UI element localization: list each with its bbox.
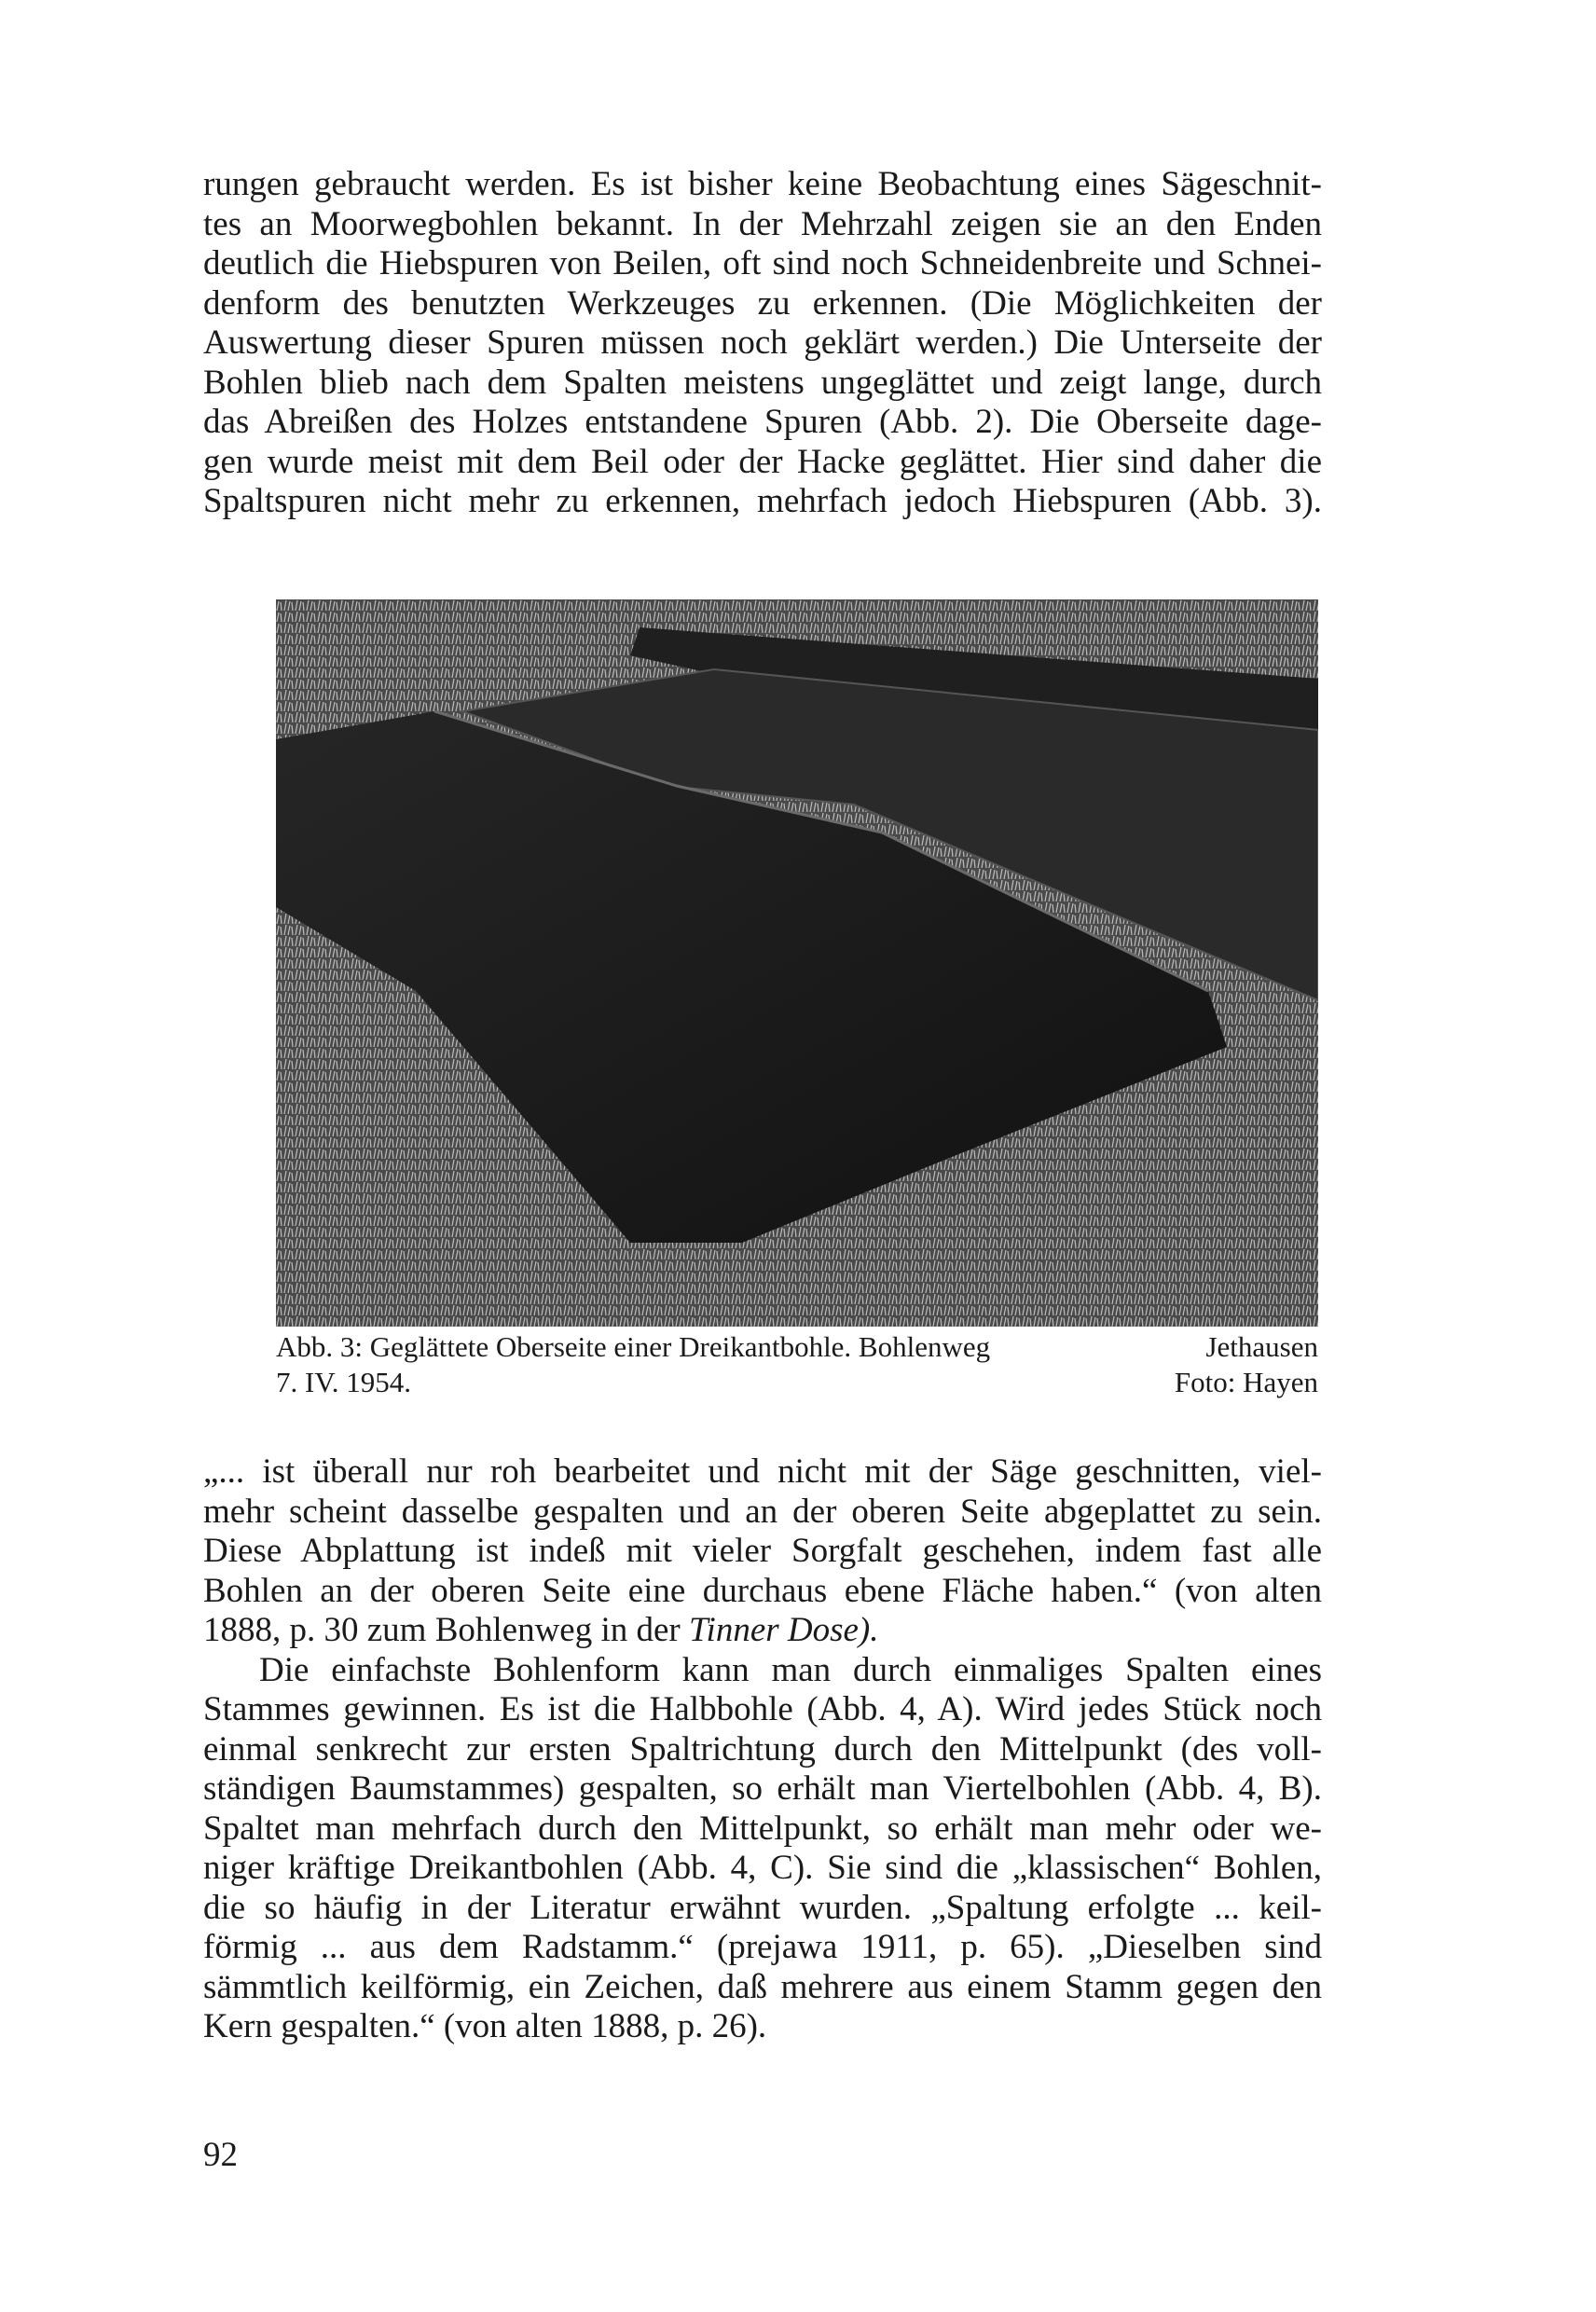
text-line: Kern gespalten.“ (von alten 1888, p. 26). bbox=[203, 2007, 767, 2045]
text-line: Auswertung dieser Spuren müssen noch geklärt werden.) Die Unterseite der bbox=[203, 323, 1322, 362]
page-number: 92 bbox=[203, 2136, 238, 2174]
quote-line: Bohlen an der oberen Seite eine durchaus ebene Fläche haben.“ (von alten bbox=[203, 1571, 1322, 1610]
figure-caption bbox=[276, 1330, 1318, 1364]
grass-foreground bbox=[276, 1252, 1318, 1327]
text-line: ständigen Baumstammes) gespalten, so erhält man Viertelbohlen (Abb. 4, B). bbox=[203, 1769, 1322, 1808]
text-line: gen wurde meist mit dem Beil oder der Hacke geglättet. Hier sind daher die bbox=[203, 442, 1322, 481]
text-line: deutlich die Hiebspuren von Beilen, oft sind noch Schneidenbreite und Schnei- bbox=[203, 244, 1322, 282]
caption-text: Jethausen bbox=[1205, 1330, 1318, 1363]
figure-photo bbox=[276, 599, 1318, 1327]
figure-caption bbox=[276, 1366, 1318, 1399]
quote-place: Tinner Dose). bbox=[689, 1611, 879, 1649]
quote-line: Diese Abplattung ist indeß mit vieler Sorgfalt geschehen, indem fast alle bbox=[203, 1532, 1322, 1570]
quote-line: mehr scheint dasselbe gespalten und an der oberen Seite abgeplattet zu sein. bbox=[203, 1492, 1322, 1531]
paragraph-1 bbox=[203, 165, 1322, 522]
text-line: denform des benutzten Werkzeuges zu erkennen. (Die Möglichkeiten der bbox=[203, 283, 1322, 323]
quote-citation: 1888, p. 30 zum Bohlenweg in der bbox=[203, 1611, 689, 1649]
caption-date: 7. IV. 1954. bbox=[276, 1366, 411, 1398]
text-line: Spaltet man mehrfach durch den Mittelpunkt, so erhält man mehr oder we- bbox=[203, 1809, 1322, 1848]
text-line: förmig ... aus dem Radstamm.“ (prejawa 1911, p. 65). „Dieselben sind bbox=[203, 1928, 1322, 1966]
text-line: Spaltspuren nicht mehr zu erkennen, mehrfach jedoch Hiebspuren (Abb. 3). bbox=[203, 482, 1322, 520]
text-line: niger kräftige Dreikantbohlen (Abb. 4, C). Sie sind die „klassischen“ Bohlen, bbox=[203, 1849, 1322, 1887]
caption-text: Abb. 3: Geglättete Oberseite einer Dreikantbohle. Bohlenweg bbox=[276, 1330, 991, 1363]
text-line: Stammes gewinnen. Es ist die Halbbohle (Abb. 4, A). Wird jedes Stück noch bbox=[203, 1690, 1322, 1728]
text-line: sämmtlich keilförmig, ein Zeichen, daß mehrere aus einem Stamm gegen den bbox=[203, 1967, 1322, 2006]
text-line: die so häufig in der Literatur erwähnt wurden. „Spaltung erfolgte ... keil- bbox=[203, 1888, 1322, 1927]
text-line: tes an Moorwegbohlen bekannt. In der Mehrzahl zeigen sie an den Enden bbox=[203, 204, 1322, 243]
text-line: einmal senkrecht zur ersten Spaltrichtung durch den Mittelpunkt (des voll- bbox=[203, 1729, 1322, 1768]
text-line: das Abreißen des Holzes entstandene Spuren (Abb. 2). Die Oberseite dage- bbox=[203, 403, 1322, 441]
quote-line: „... ist überall nur roh bearbeitet und nicht mit der Säge geschnitten, viel- bbox=[203, 1452, 1322, 1491]
quote-line bbox=[203, 1611, 1322, 1651]
text-line: Die einfachste Bohlenform kann man durch einmaliges Spalten eines bbox=[259, 1650, 1322, 1689]
caption-credit: Foto: Hayen bbox=[1174, 1366, 1318, 1398]
text-line: Bohlen blieb nach dem Spalten meistens ungeglättet und zeigt lange, durch bbox=[203, 363, 1322, 402]
text-line: rungen gebraucht werden. Es ist bisher keine Beobachtung eines Sägeschnit- bbox=[203, 165, 1322, 203]
body-text-2 bbox=[203, 1452, 1322, 2047]
